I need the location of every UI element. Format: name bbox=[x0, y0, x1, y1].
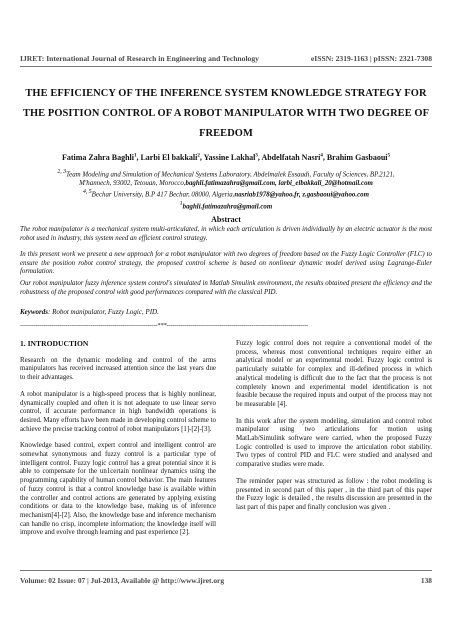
body-paragraph: A robot manipulator is a high-speed process that is highly nonlinear, dynamically coupled and often it is not adequate to use linear servo control, if accurate performance in high bandwidth operations is desired. Many efforts have been made in developing control scheme to achieve the precise tracking control of robot manipulators [1]-[2]-[3]. bbox=[20, 390, 216, 433]
author: Brahim Gasbaoui bbox=[326, 153, 388, 162]
affiliations bbox=[20, 168, 432, 211]
author: Larbi El bakkali bbox=[140, 153, 198, 162]
footer-volume: Volume: 02 Issue: 07 | Jul-2013, Available @ http://www.ijret.org bbox=[20, 576, 225, 585]
affiliation-line: M'hannech, 93002, Tetouan, Morocco,baghli.fatimazahra@gmail.com, larbi_elbakkali_20@hotmail.com bbox=[79, 180, 373, 188]
author: Abdelfatah Nasri bbox=[261, 153, 321, 162]
journal-name: IJRET: International Journal of Research in Engineering and Technology bbox=[20, 54, 259, 63]
left-column bbox=[20, 340, 216, 546]
email: nasriab1978@yahoo.fr, z.gasbaoui@yahoo.com bbox=[234, 191, 369, 199]
affiliation-line: $^1$baghli.fatimazahra@gmail.com bbox=[179, 200, 273, 210]
body-paragraph: In this work after the system modeling, simulation and control robot manipulator using two articulations for motion using MatLab/Simulink software were carried, when the proposed Fuzzy Logic controlled is used to improve the articulation robot stability. Two types of control PID and FLC were studied and analysed and comparative studies were made. bbox=[236, 417, 432, 469]
body-paragraph: Research on the dynamic modeling and control of the arms manipulators has received increased attention since the last years due to their advantages. bbox=[20, 356, 216, 382]
body-paragraph: Knowledge based control, expert control and intelligent control are somewhat synonymous and fuzzy control is a particular type of intelligent control. Fuzzy logic control has a great potential since it is able to compensate for the un1certain nonlinear dynamics using the programming capability of human control behavior. The main features of fuzzy control is that a control knowledge base is available within the controller and control actions are generated by applying existing conditions or data to the knowledge base, making us of inference mechanism[4]-[2]. Also, the knowledge base and inference mechanism can handle no crisp, incomplete information; the knowledge itself will improve and evolve through learning and past experience [2]. bbox=[20, 442, 216, 537]
body-paragraph: Fuzzy logic control does not require a conventional model of the process, whereas most conventional techniques require either an analytical model or an experimental model. Fuzzy logic control is particularly suitable for complex and ill-defined process in which analytical modeling is difficult due to the fact that the process is not completely known and experimental model identification is not feasible because the required inputs and output of the process may not be measurable [4]. bbox=[236, 340, 432, 408]
header-rule bbox=[20, 66, 432, 67]
running-header bbox=[20, 54, 432, 63]
abstract-paragraph: In this present work we present a new approach for a robot manipulator with two degrees of freedom based on the Fuzzy Logic Controller (FLC) to ensure the position robot control strategy, the proposed control scheme is based on nonlinear dynamic model derived using Lagrange-Euler formulation. bbox=[20, 251, 432, 276]
body-paragraph: The reminder paper was structured as follow : the robot modeling is presented in second part of this paper , in the third part of this paper the Fuzzy logic is detailed , the results discussion are presented in the last part of this paper and finally conclusion was given . bbox=[236, 477, 432, 511]
email: baghli.fatimazahra@gmail.com, larbi_elbakkali_20@hotmail.com bbox=[185, 180, 373, 188]
section-heading: 1. INTRODUCTION bbox=[20, 339, 89, 348]
issn: eISSN: 2319-1163 | pISSN: 2321-7308 bbox=[310, 54, 432, 63]
author-list: Fatima Zahra Baghli$^1$, Larbi El bakkali$^2$, Yassine Lakhal$^3$, Abdelfatah Nasri$^4$, Brahim Gasbaoui$^5$ bbox=[61, 153, 391, 162]
page-number: 138 bbox=[420, 576, 432, 585]
author: Fatima Zahra Baghli bbox=[61, 153, 134, 162]
footer-rule bbox=[20, 570, 432, 571]
affiliation-line: $^{4, 5}$Bechar University, B.P 417 Bechar, 08000, Algeria,nasriab1978@yahoo.fr, z.gasbaoui@yahoo.com bbox=[83, 189, 369, 199]
abstract-heading: Abstract bbox=[211, 215, 241, 224]
keywords: Keywords: Robot manipulator, Fuzzy Logic, PID. bbox=[20, 308, 159, 316]
abstract-paragraph: The robot manipulator is a mechanical system multi-articulated, in which each articulation is driven individually by an electric actuator is the most robot used in industry, this system need an efficient control strategy. bbox=[20, 226, 432, 242]
email: baghli.fatimazahra@gmail.com bbox=[182, 202, 273, 210]
section-divider: ----------------------------------------------------------------------***------------------------------------------------------------------------ bbox=[20, 322, 309, 329]
paper-title: THE EFFICIENCY OF THE INFERENCE SYSTEM KNOWLEDGE STRATEGY FOR THE POSITION CONTROL OF A ROBOT MANIPULATOR WITH TWO DEGREE OF FREEDOM bbox=[22, 88, 430, 139]
running-footer bbox=[20, 576, 432, 585]
abstract-paragraph: Our robot manipulator fuzzy inference system control's simulated in Matlab Simulink environment, the results obtained present the efficiency and the robustness of the proposed control with good performances compared with the classical PID. bbox=[20, 280, 432, 296]
affiliation-line: $^{2, 3}$Team Modeling and Simulation of Mechanical Systems Laboratory, Abdelmalek Essaadi, Faculty of Sciences, BP.2121, bbox=[57, 169, 395, 179]
right-column bbox=[236, 340, 432, 521]
author: Yassine Lakhal bbox=[203, 153, 256, 162]
